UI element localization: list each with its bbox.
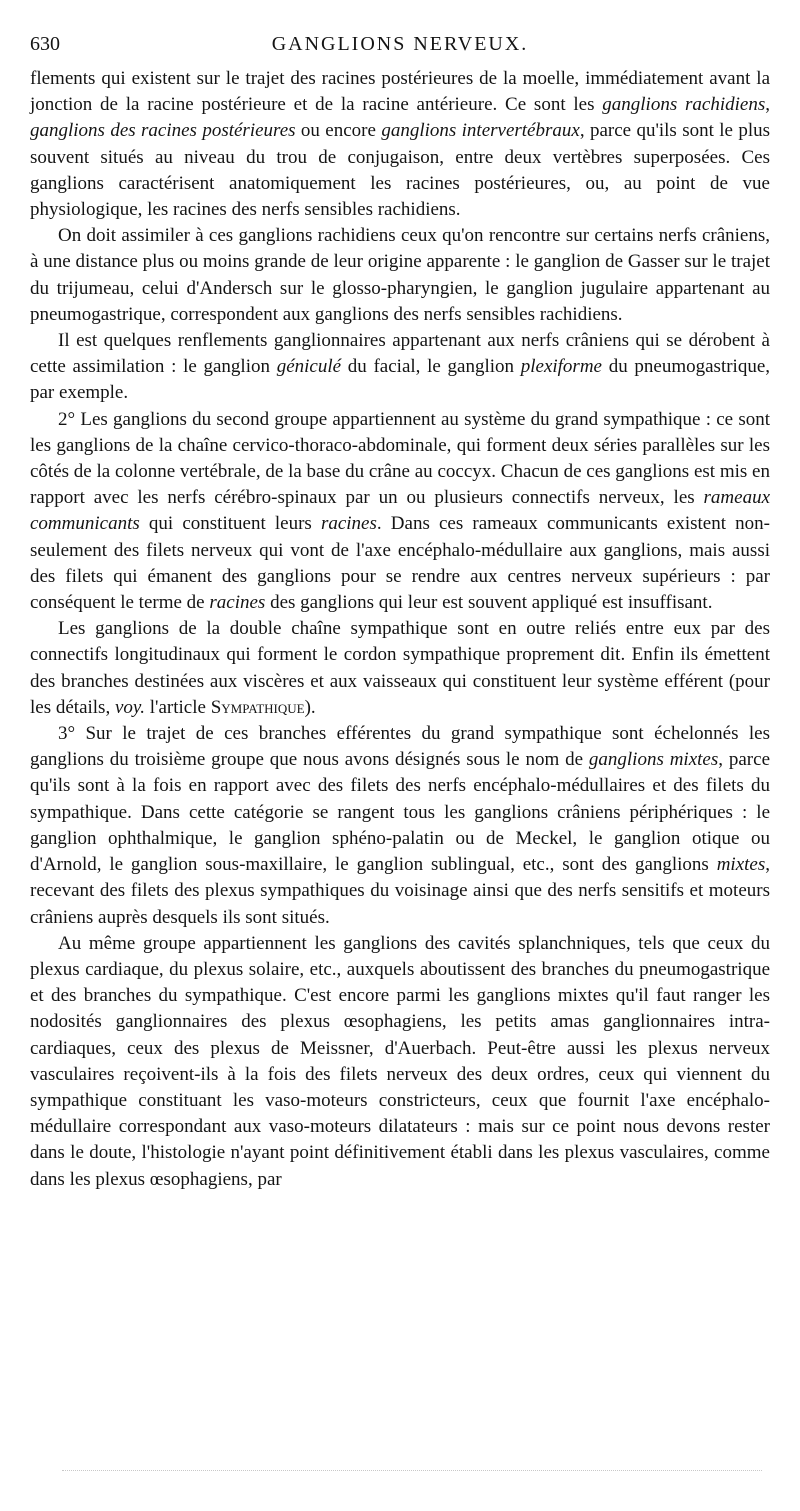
italic-term: géniculé (276, 356, 342, 378)
italic-term: ganglions mixtes (588, 749, 719, 771)
text-run: du pneumogastrique, par exemple. (30, 356, 771, 404)
text-run: qui constituent leurs (139, 513, 321, 535)
paragraph (30, 223, 770, 328)
text-run: 3° Sur le trajet de ces branches efférentes du grand sympathique sont échelonnés les ganglions du troisième groupe que nous avons désignés sous le nom de (30, 723, 770, 771)
italic-term: mixtes (716, 854, 766, 876)
text-run: , parce qu'ils sont à la fois en rapport avec des filets des nerfs encéphalo-médullaires et des filets du sympathique. Dans cette catégorie se rangent tous les ganglions crâniens périphériques : le ganglion ophthalmique, le ganglion sphéno-palatin ou de Meckel, le ganglion otique ou d'Arnold, le ganglion sous-maxillaire, le ganglion sublingual, etc., sont des ganglions (30, 749, 770, 876)
page-number: 630 (30, 33, 60, 55)
paragraph (30, 721, 770, 931)
running-title: GANGLIONS NERVEUX. (271, 33, 529, 55)
text-run: , parce qu'ils sont le plus souvent situés au niveau du trou de conjugaison, entre deux vertèbres superposées. Ces ganglions caractérisent anatomiquement les racines postérieures, ou, au point de vue physiologique, les racines des nerfs sensibles rachidiens. (30, 120, 770, 221)
paragraph (30, 931, 770, 1193)
text-run: ). (304, 696, 316, 718)
page-content (30, 32, 770, 1193)
italic-term: ganglions rachidiens (602, 94, 766, 116)
paragraph (30, 328, 770, 407)
italic-term: plexiforme (520, 356, 602, 378)
footer-rule (62, 1470, 762, 1471)
italic-term: ganglions des racines postérieures (30, 120, 296, 142)
paragraph (30, 616, 770, 721)
italic-term: ganglions intervertébraux (381, 120, 580, 142)
text-run: l'article (145, 696, 211, 718)
paragraph (30, 66, 770, 223)
running-head (30, 32, 770, 56)
italic-term: rameaux communicants (30, 487, 770, 535)
paragraph (30, 407, 770, 617)
italic-term: racines (209, 592, 266, 614)
text-run: ou encore (295, 120, 382, 142)
body-text (30, 66, 770, 1193)
italic-term: racines (320, 513, 377, 535)
text-run: flements qui existent sur le trajet des racines postérieures de la moelle, immédiatement avant la jonction de la racine postérieure et de la racine antérieure. Ce sont les (30, 68, 770, 116)
small-caps-term: Sympathique (210, 696, 305, 718)
text-run: . Dans ces rameaux communicants existent non-seulement des filets nerveux qui vont de l'axe encéphalo-médullaire aux ganglions, mais aussi des filets qui émanent des ganglions pour se rendre aux centres nerveux supérieurs : par conséquent le terme de (30, 513, 770, 614)
italic-term: voy. (114, 696, 146, 718)
text-run: , recevant des filets des plexus sympathiques du voisinage ainsi que des nerfs sensitifs et moteurs crâniens auprès desquels ils sont situés. (30, 854, 770, 928)
text-run: On doit assimiler à ces ganglions rachidiens ceux qu'on rencontre sur certains nerfs crâniens, à une distance plus ou moins grande de leur origine apparente : le ganglion de Gasser sur le trajet du trijumeau, celui d'Andersch sur le glosso-pharyngien, le ganglion jugulaire appartenant au pneumogastrique, correspondent aux ganglions des nerfs sensibles rachidiens. (30, 225, 770, 325)
text-run: du facial, le ganglion (341, 356, 521, 378)
text-run: 2° Les ganglions du second groupe appartiennent au système du grand sympathique : ce sont les ganglions de la chaîne cervico-thoraco-abdominale, qui forment deux séries parallèles sur les côtés de la colonne vertébrale, de la base du crâne au coccyx. Chacun de ces ganglions est mis en rapport avec les nerfs cérébro-spinaux par un ou plusieurs connectifs nerveux, les (30, 408, 770, 509)
text-run: Au même groupe appartiennent les ganglions des cavités splanchniques, tels que ceux du plexus cardiaque, du plexus solaire, etc., auxquels aboutissent des branches du pneumogastrique et des branches du sympathique. C'est encore parmi les ganglions mixtes qu'il faut ranger les nodosités ganglionnaires des plexus œsophagiens, les petits amas ganglionnaires intra-cardiaques, ceux des plexus de Meissner, d'Auerbach. Peut-être aussi les plexus nerveux vasculaires reçoivent-ils à la fois des filets nerveux des deux ordres, ceux qui viennent du sympathique constituant les vaso-moteurs constricteurs, ceux que fournit l'axe encéphalo-médullaire correspondant aux vaso-moteurs dilatateurs : mais sur ce point nous devons rester dans le doute, l'histologie n'ayant point définitivement établi dans les plexus vasculaires, comme dans les plexus œsophagiens, par (30, 932, 770, 1190)
text-run: , (765, 94, 770, 116)
text-run: des ganglions qui leur est souvent appliqué est insuffisant. (265, 592, 713, 614)
text-run: Il est quelques renflements ganglionnaires appartenant aux nerfs crâniens qui se dérobent à cette assimilation : le ganglion (30, 330, 770, 378)
text-run: Les ganglions de la double chaîne sympathique sont en outre reliés entre eux par des connectifs longitudinaux qui forment le cordon sympathique proprement dit. Enfin ils émettent des branches destinées aux viscères et aux vaisseaux qui constituent leur système efférent (pour les détails, (30, 618, 770, 718)
